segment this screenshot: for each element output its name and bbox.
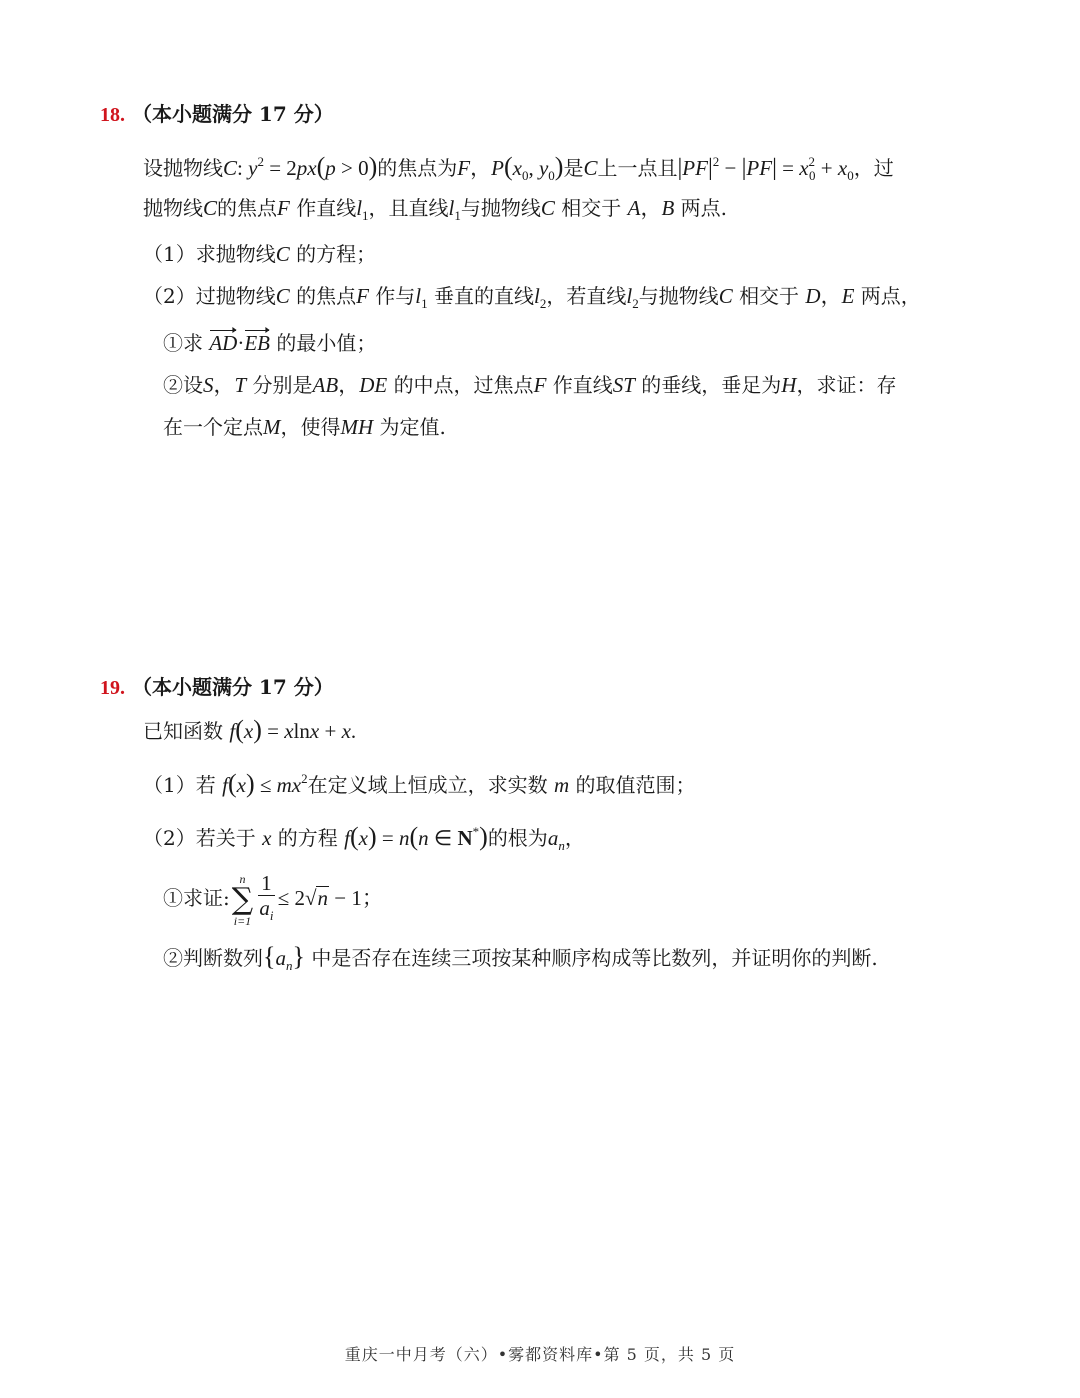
text: 垂直的直线 (434, 284, 534, 308)
text: ，若直线 (546, 284, 627, 308)
text: 两点. (680, 196, 727, 220)
q19-sub2: ②判断数列$\{a_n\}$ 中是否存在连续三项按某种顺序构成等比数列，并证明你的判断. (163, 942, 878, 973)
text: 的中点，过焦点 (393, 373, 534, 397)
text: ，过 (853, 156, 894, 180)
fraction-one-over-ai: $\frac{1}{a_i}$ (259, 871, 274, 923)
text: 作直线 (552, 373, 613, 397)
q18-number: 18. (100, 104, 125, 126)
text: 是 (563, 156, 584, 180)
text: 作与 (375, 284, 416, 308)
text: 相交于 (739, 284, 800, 308)
text: 与抛物线 (638, 284, 719, 308)
text: 的取值范围； (575, 773, 696, 797)
text: 中是否存在连续三项按某种顺序构成等比数列，并证明你的判断. (311, 946, 878, 970)
q19-sub1: ①求证: n ∑ i=1 $\frac{1}{a_i}$ ≤ 2√n − 1； (163, 871, 383, 928)
text: 的垂线，垂足为 (641, 373, 782, 397)
q18-part1: （1）求抛物线C 的方程； (143, 242, 377, 266)
text: 的最小值； (276, 331, 377, 355)
q18-heading: （本小题满分 17 分） (131, 102, 334, 126)
text: ②判断数列 (163, 946, 263, 970)
q18-heading-line (100, 100, 334, 129)
text: 两点， (860, 284, 921, 308)
text: 作直线 (296, 196, 357, 220)
text: ②设 (163, 373, 203, 397)
text: 的焦点为 (377, 156, 458, 180)
text: （1）求抛物线 (143, 242, 276, 266)
text: 在一个定点 (163, 415, 263, 439)
q18-intro-line-2: 抛物线C的焦点F 作直线$l_1$，且直线$l_1$与抛物线C 相交于 A，B 两点. (143, 196, 727, 223)
q18-sub2-line-1: ②设S，T 分别是AB，DE 的中点，过焦点F 作直线ST 的垂线，垂足为H，求证：存 (163, 373, 897, 397)
q18-sub1: ①求 AD·EB 的最小值； (163, 331, 377, 355)
vector-ad: AD (209, 331, 238, 355)
q19-part2: （2）若关于 x 的方程 f(x) = n(n ∈ N*)的根为$a_n$， (143, 822, 585, 853)
text: 已知函数 (143, 719, 223, 743)
text: 的根为 (487, 826, 548, 850)
text: ①求证: (163, 886, 230, 910)
q18-intro-line-1: 设抛物线C: $y^2 = 2px(p > 0)$的焦点为F，$P(x_0$, $y_0$)是C上一点且$|PF|^2 - |PF| = x^2_0 + x_0$，过 (143, 152, 894, 183)
text: （2）过抛物线 (143, 284, 276, 308)
text: 分别是 (252, 373, 313, 397)
text: 抛物线 (143, 196, 203, 220)
text: 相交于 (561, 196, 622, 220)
text: 的焦点 (296, 284, 357, 308)
q19-number: 19. (100, 677, 125, 699)
text: （1）若 (143, 773, 216, 797)
text: 与抛物线 (460, 196, 541, 220)
q19-part1: （1）若 $f(x) \le mx^2$在定义域上恒成立，求实数 m 的取值范围； (143, 769, 696, 798)
text: （2）若关于 (143, 826, 256, 850)
q19-heading: （本小题满分 17 分） (131, 675, 334, 699)
text: 的方程； (296, 242, 377, 266)
text: 为定值. (379, 415, 446, 439)
text: ， (564, 826, 585, 850)
text: 的方程 (277, 826, 338, 850)
q19-heading-line (100, 673, 334, 702)
text: ①求 (163, 331, 203, 355)
text: 在定义域上恒成立，求实数 (307, 773, 548, 797)
text: ，求证：存 (796, 373, 897, 397)
text: ，使得 (280, 415, 341, 439)
page-footer: 重庆一中月考（六）•雾都资料库•第 5 页，共 5 页 (344, 1345, 736, 1364)
text: 设抛物线 (143, 156, 223, 180)
text: 的焦点 (217, 196, 278, 220)
q18-part2: （2）过抛物线C 的焦点F 作与$l_1$ 垂直的直线$l_2$，若直线$l_2$与抛物线C 相交于 D，E 两点， (143, 284, 921, 311)
vector-eb: EB (244, 331, 271, 355)
summation: n ∑ i=1 (231, 871, 254, 928)
q19-intro: 已知函数 f(x) = xlnx + x. (143, 715, 357, 744)
text: 上一点且 (597, 156, 678, 180)
text: ，且直线 (368, 196, 449, 220)
q18-sub2-line-2: 在一个定点M，使得MH 为定值. (163, 415, 446, 439)
